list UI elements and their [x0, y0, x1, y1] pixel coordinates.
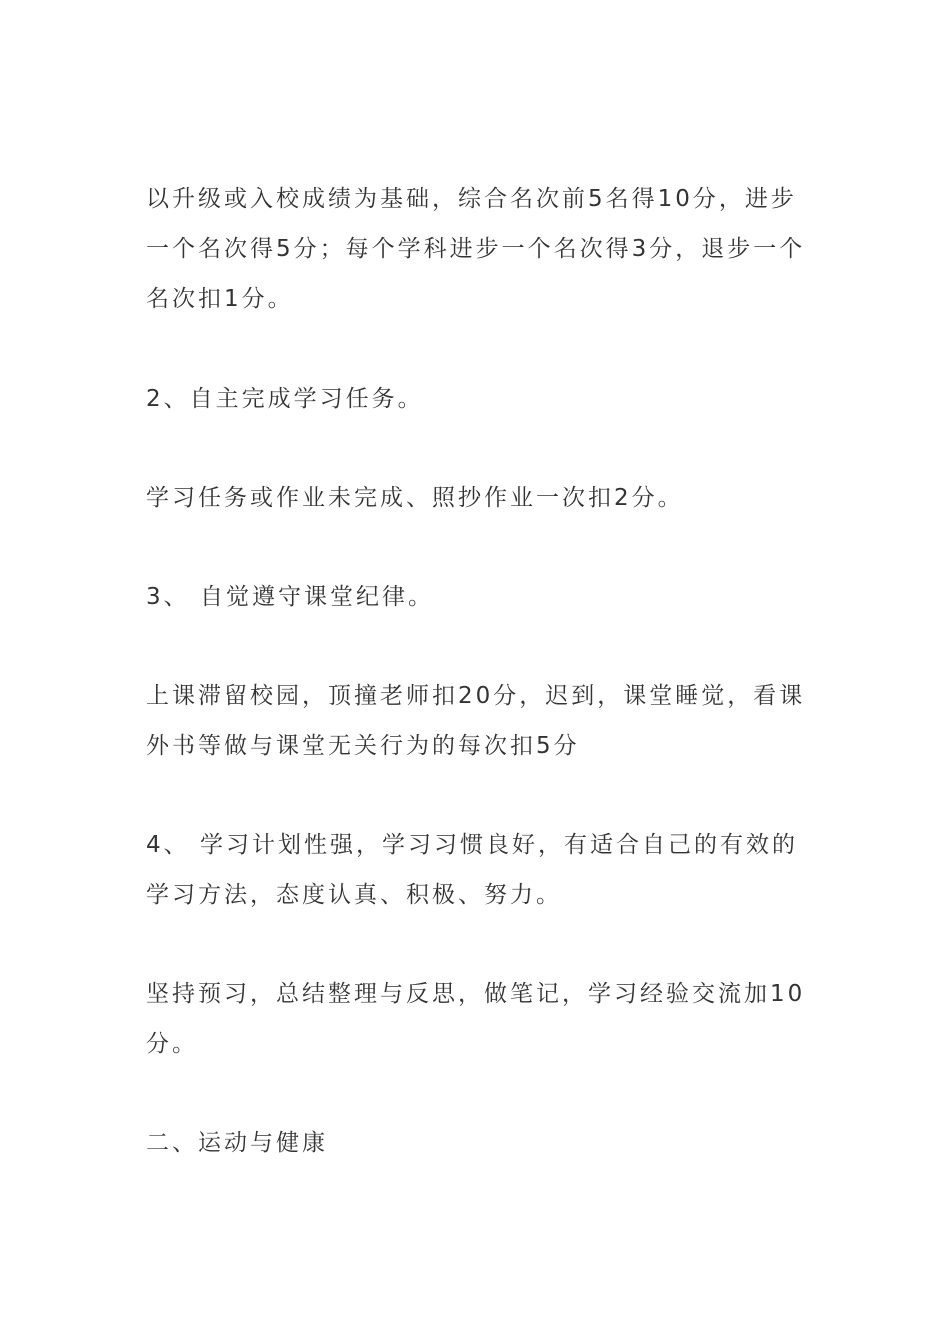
- text-line: 名次扣1分。: [146, 286, 294, 312]
- text-line: 二、运动与健康: [146, 1130, 328, 1156]
- section-heading-sports-health: [146, 1118, 811, 1168]
- item-heading-2: [146, 374, 811, 424]
- text-line: 外书等做与课堂无关行为的每次扣5分: [146, 733, 580, 759]
- paragraph-classroom-discipline: [146, 671, 811, 771]
- item-heading-4: [146, 820, 811, 920]
- text-line: 分。: [146, 1031, 198, 1057]
- text-line: 3、 自觉遵守课堂纪律。: [146, 584, 434, 610]
- paragraph-homework-rule: [146, 473, 811, 523]
- text-line: 坚持预习，总结整理与反思，做笔记，学习经验交流加10: [146, 981, 806, 1007]
- text-line: 上课滞留校园，顶撞老师扣20分，迟到，课堂睡觉，看课: [146, 683, 806, 709]
- paragraph-study-habits-bonus: [146, 969, 811, 1069]
- paragraph-ranking-points: [146, 174, 811, 324]
- text-line: 以升级或入校成绩为基础，综合名次前5名得10分，进步: [146, 186, 797, 212]
- text-line: 一个名次得5分；每个学科进步一个名次得3分，退步一个: [146, 236, 806, 262]
- text-line: 4、 学习计划性强，学习习惯良好，有适合自己的有效的: [146, 832, 798, 858]
- text-line: 学习任务或作业未完成、照抄作业一次扣2分。: [146, 485, 684, 511]
- item-heading-3: [146, 572, 811, 622]
- text-line: 学习方法，态度认真、积极、努力。: [146, 882, 562, 908]
- text-line: 2、自主完成学习任务。: [146, 386, 424, 412]
